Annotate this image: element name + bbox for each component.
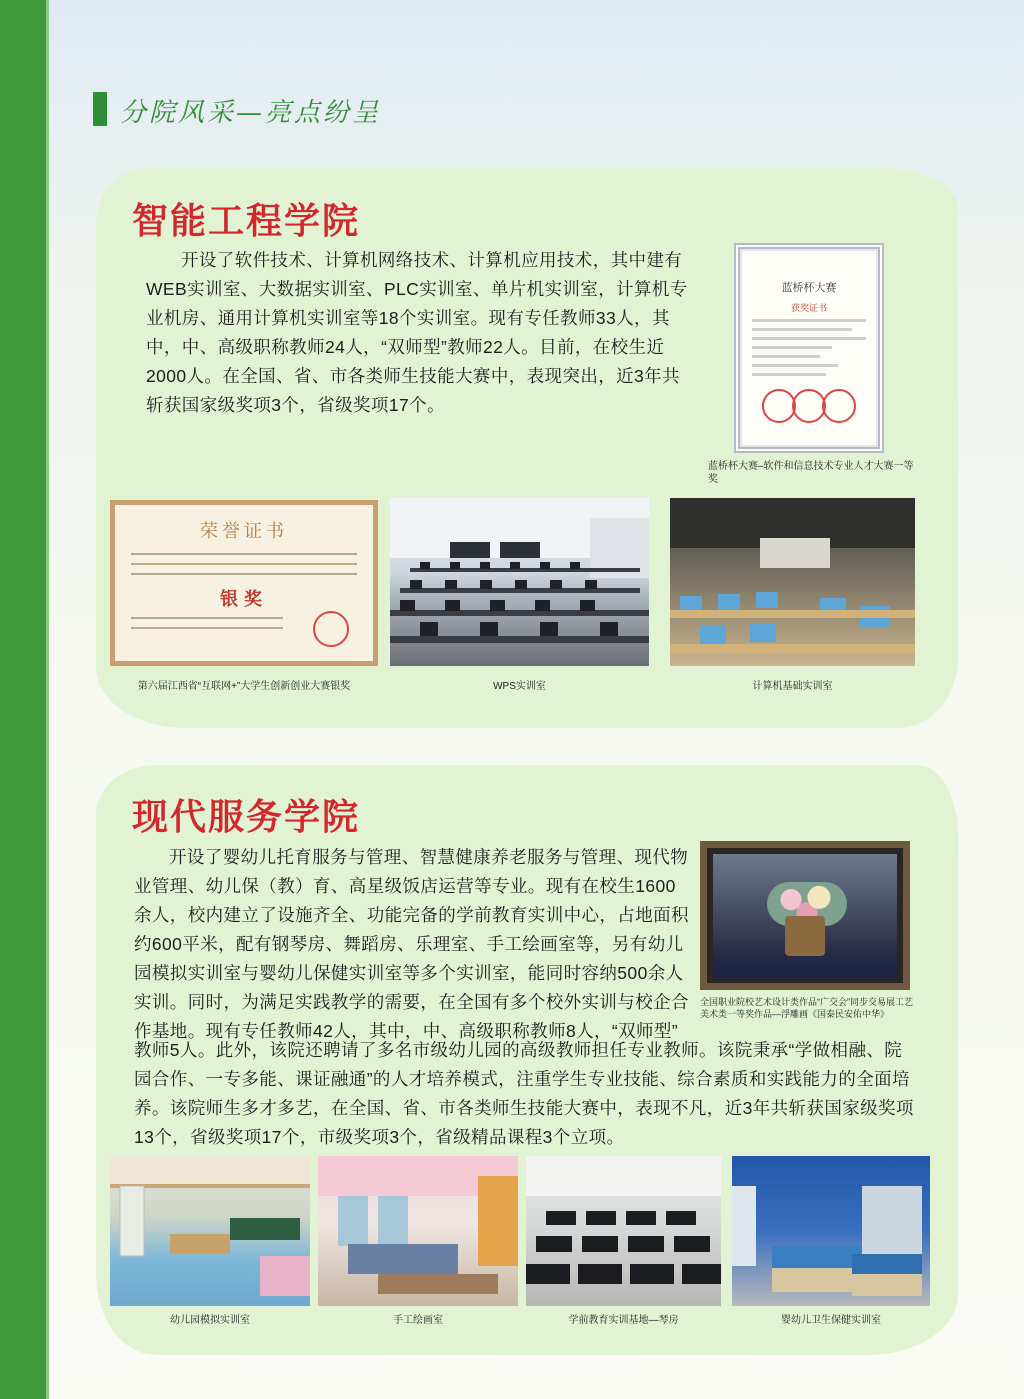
section-body-text: 开设了软件技术、计算机网络技术、计算机应用技术，其中建有WEB实训室、大数据实训室、PLC实训室、单片机实训室，计算机专业机房、通用计算机实训室等18个实训室。现有专任教师33人，其中，中、高级职称教师24人，“双师型”教师22人。目前，在校生近2000人。在全国、省、市各类师生技能大赛中，表现突出，近3年共斩获国家级奖项3个，省级奖项17个。 — [146, 250, 688, 415]
left-accent-bar — [0, 0, 46, 1399]
photo-caption: 婴幼儿卫生保健实训室 — [781, 1315, 881, 1326]
left-accent-edge — [46, 0, 49, 1399]
page-header-title: 分院风采—亮点纷呈 — [120, 98, 382, 128]
section-body-text: 教师5人。此外，该院还聘请了多名市级幼儿园的高级教师担任专业教师。该院秉承“学做相融、院园合作、一专多能、课证融通”的人才培养模式，注重学生专业技能、综合素质和实践能力的全面培养。该院师生多才多艺，在全国、省、市各类师生技能大赛中，表现不凡，近3年共斩获国家级奖项13个，省级奖项17个，市级奖项3个，省级精品课程3个立项。 — [134, 1040, 914, 1147]
photo-caption: 幼儿园模拟实训室 — [170, 1315, 250, 1326]
section-title-engineering: 智能工程学院 — [132, 201, 361, 242]
section-title-service: 现代服务学院 — [132, 797, 361, 838]
certificate-seal — [762, 389, 796, 423]
photo-caption: 计算机基础实训室 — [752, 681, 833, 692]
certificate-caption: 蓝桥杯大赛–软件和信息技术专业人才大赛一等奖 — [708, 461, 914, 485]
section-body-service-bottom — [134, 1036, 920, 1152]
certificate-title: 蓝桥杯大赛 — [781, 281, 837, 294]
section-body-engineering — [146, 246, 694, 420]
section-body-text: 开设了婴幼儿托育服务与管理、智慧健康养老服务与管理、现代物业管理、幼儿保（教）育、高星级饭店运营等专业。现有在校生1600余人，校内建立了设施齐全、功能完备的学前教育实训中心，占地面积约600平米，配有钢琴房、舞蹈房、乐理室、手工绘画室等，另有幼儿园模拟实训室与婴幼儿保健实训室等多个实训室，能同时容纳500余人实训。同时，为满足实践教学的需要，在全国有多个校外实训与校企合作基地。现有专任教师42人，其中，中、高级职称教师8人，“双师型” — [134, 847, 689, 1041]
certificate-text-lines — [752, 319, 866, 382]
lanqiao-certificate-image — [734, 243, 884, 453]
piano-room-illustration — [526, 1156, 721, 1306]
relief-artwork-image — [700, 841, 910, 990]
certificate-seal — [792, 389, 826, 423]
wps-lab-photo — [390, 498, 649, 666]
header-marker — [93, 92, 107, 126]
photo-caption: 手工绘画室 — [393, 1315, 443, 1326]
computer-lab-illustration — [670, 498, 915, 666]
certificate-award: 银奖 — [220, 589, 268, 610]
piano-room-photo — [526, 1156, 721, 1306]
handcraft-room-illustration — [318, 1156, 518, 1306]
photo-caption: 学前教育实训基地—琴房 — [568, 1315, 679, 1326]
photo-caption: WPS实训室 — [493, 681, 546, 692]
certificate-subtitle: 获奖证书 — [790, 304, 827, 314]
infant-care-room-illustration — [732, 1156, 930, 1306]
computer-lab-photo — [670, 498, 915, 666]
artwork-caption: 全国职业院校艺术设计类作品“广交会”同步交易展工艺美术类一等奖作品—浮雕画《国泰民安佑中华》 — [700, 997, 913, 1019]
vase — [785, 916, 825, 956]
certificate-seal — [822, 389, 856, 423]
section-body-service-top — [134, 843, 692, 1046]
handcraft-room-photo — [318, 1156, 518, 1306]
certificate-title: 荣誉证书 — [200, 521, 288, 542]
photo-caption: 第六届江西省“互联网+”大学生创新创业大赛银奖 — [137, 681, 351, 692]
wps-lab-illustration — [390, 498, 649, 666]
internet-plus-certificate-image — [110, 500, 378, 666]
kindergarten-lab-photo — [110, 1156, 310, 1306]
infant-care-room-photo — [732, 1156, 930, 1306]
certificate-seal — [313, 611, 349, 647]
kindergarten-lab-illustration — [110, 1156, 310, 1306]
